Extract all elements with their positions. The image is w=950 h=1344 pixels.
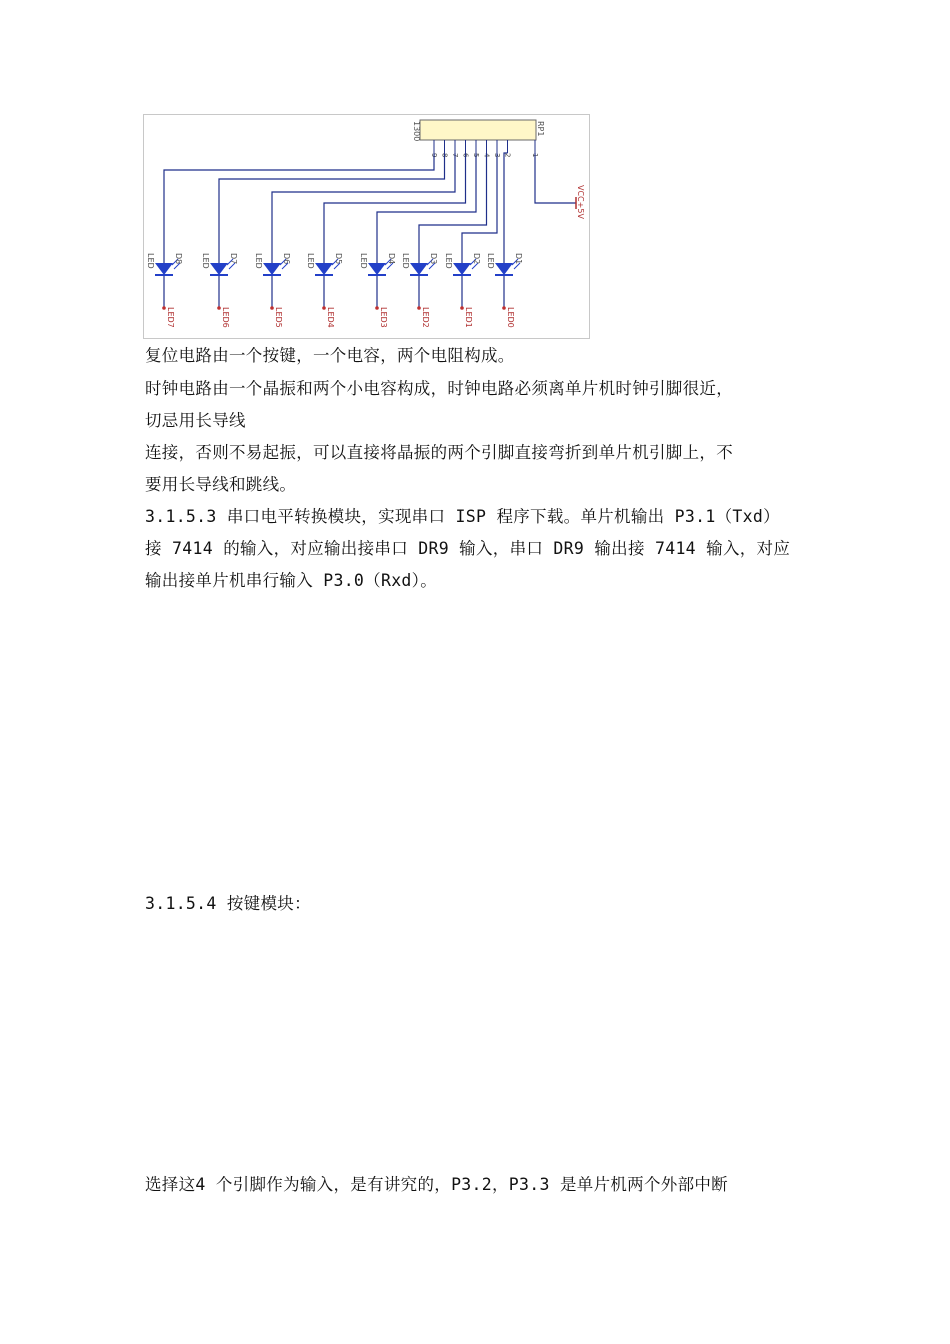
led-type-label: LED <box>486 253 495 269</box>
led-type-label: LED <box>401 253 410 269</box>
led-ref-label: D7 <box>229 253 238 265</box>
schematic-wires <box>164 153 576 308</box>
net-dot <box>460 306 464 310</box>
net-dot <box>322 306 326 310</box>
header-pin-label: 5 <box>472 153 480 158</box>
led-ref-label: D4 <box>387 253 396 265</box>
led-type-label: LED <box>359 253 368 269</box>
led-wire <box>164 153 434 265</box>
paragraph-connection-line1: 连接，否则不易起振，可以直接将晶振的两个引脚直接弯折到单片机引脚上，不 <box>145 443 733 462</box>
header-pin-label: 4 <box>482 153 491 158</box>
header-ref-label: RP1 <box>536 121 545 137</box>
header-part-label: 1300 <box>412 121 421 142</box>
net-dot <box>502 306 506 310</box>
led-row <box>146 253 523 328</box>
led-ref-label: D6 <box>282 253 291 265</box>
header-pin-label: 2 <box>503 153 512 158</box>
led-symbol <box>410 263 428 275</box>
led-ref-label: D1 <box>514 253 523 265</box>
header-pin-label: 1 <box>531 153 539 158</box>
led-wire <box>504 153 508 265</box>
header-pin-label: 9 <box>430 153 438 158</box>
figure-blank-area <box>145 116 352 148</box>
led-net-label: LED1 <box>464 307 473 328</box>
led-ref-label: D3 <box>429 253 438 265</box>
led-type-label: LED <box>146 253 155 269</box>
header-pin-label: 8 <box>440 153 449 158</box>
paragraph-clock-circuit-line2: 切忌用长导线 <box>145 411 246 430</box>
led-ref-label: D5 <box>334 253 343 265</box>
led-symbol <box>263 263 281 275</box>
led-net-label: LED2 <box>421 307 430 328</box>
led-net-label: LED6 <box>221 307 230 328</box>
led-ref-label: D2 <box>472 253 481 265</box>
led-symbol <box>315 263 333 275</box>
paragraph-pin-selection: 选择这4 个引脚作为输入，是有讲究的，P3.2，P3.3 是单片机两个外部中断 <box>145 1175 728 1194</box>
paragraph-clock-circuit-line1: 时钟电路由一个晶振和两个小电容构成，时钟电路必须离单片机时钟引脚很近， <box>145 379 733 398</box>
led-net-label: LED3 <box>379 307 388 328</box>
vcc-label: VCC+5V <box>576 185 585 219</box>
paragraph-serial-module-line3: 输出接单片机串行输入 P3.0（Rxd）。 <box>145 571 438 590</box>
paragraph-serial-module-line1: 3.1.5.3 串口电平转换模块，实现串口 ISP 程序下载。单片机输出 P3.1（Txd） <box>145 507 780 526</box>
led-net-label: LED4 <box>326 307 335 328</box>
net-dot <box>417 306 421 310</box>
led-type-label: LED <box>444 253 453 269</box>
led-wire <box>462 153 497 265</box>
net-dot <box>375 306 379 310</box>
paragraph-serial-module-line2: 接 7414 的输入，对应输出接串口 DR9 输入，串口 DR9 输出接 7414 输入，对应 <box>145 539 791 558</box>
led-net-label: LED0 <box>506 307 515 328</box>
header-pin-label: 3 <box>493 153 501 158</box>
led-net-label: LED7 <box>166 307 175 328</box>
led-symbol <box>155 263 173 275</box>
vcc-wire <box>535 153 576 203</box>
net-dot <box>162 306 166 310</box>
header-body <box>420 120 536 140</box>
net-dot <box>270 306 274 310</box>
header-pins <box>430 140 539 158</box>
led-type-label: LED <box>201 253 210 269</box>
led-type-label: LED <box>306 253 315 269</box>
paragraph-reset-circuit: 复位电路由一个按键，一个电容，两个电阻构成。 <box>145 346 515 365</box>
led-ref-label: D8 <box>174 253 183 265</box>
header-pin-label: 6 <box>461 153 470 158</box>
header-pin-label: 7 <box>451 153 459 158</box>
led-net-label: LED5 <box>274 307 283 328</box>
led-schematic-figure <box>143 114 590 339</box>
led-symbol <box>453 263 471 275</box>
led-type-label: LED <box>254 253 263 269</box>
led-symbol <box>210 263 228 275</box>
schematic-svg <box>144 115 589 338</box>
led-symbol <box>495 263 513 275</box>
led-symbol <box>368 263 386 275</box>
paragraph-connection-line2: 要用长导线和跳线。 <box>145 475 297 494</box>
section-heading-key-module: 3.1.5.4 按键模块： <box>145 894 311 913</box>
net-dot <box>217 306 221 310</box>
